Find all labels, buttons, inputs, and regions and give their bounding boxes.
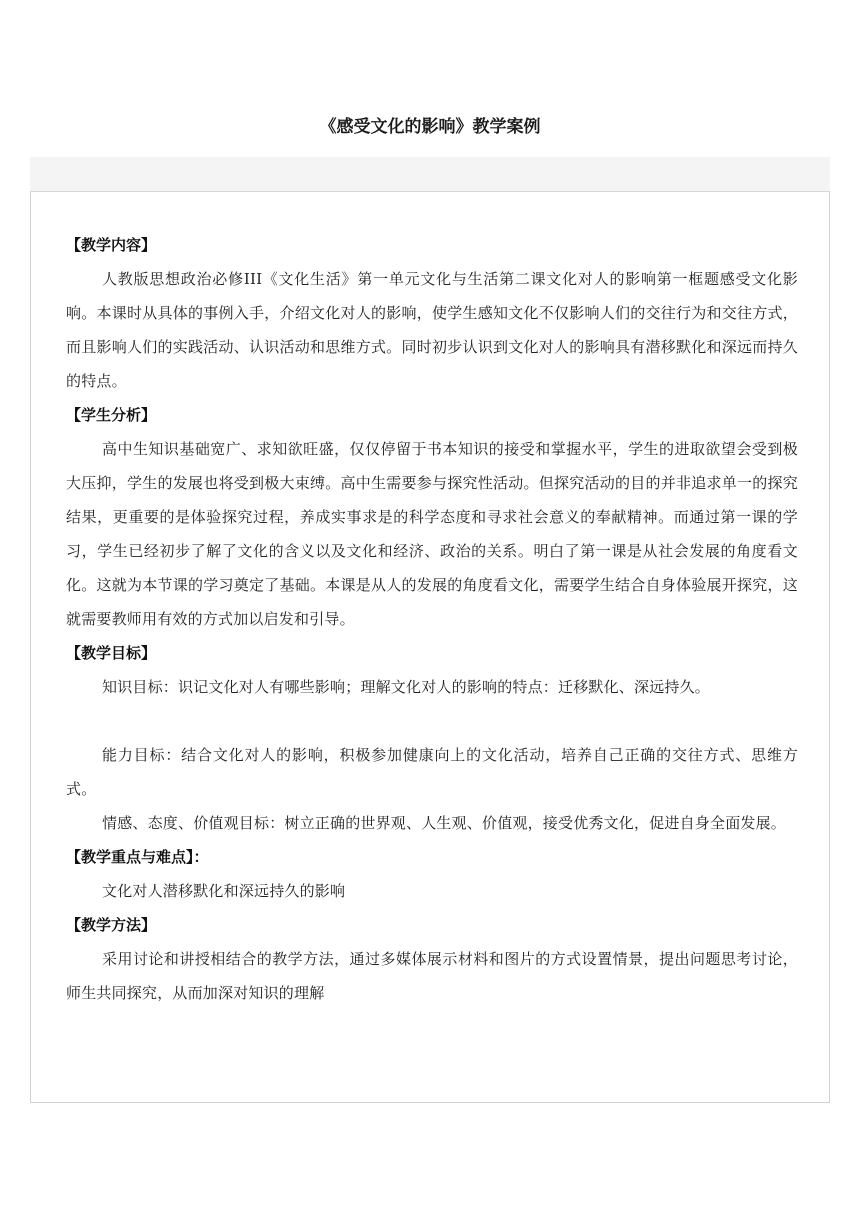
section-heading-teaching-objectives: 【教学目标】: [66, 644, 157, 662]
key-points-text: 文化对人潜移默化和深远持久的影响: [102, 882, 346, 900]
student-analysis-paragraph: 高中生知识基础宽广、求知欲旺盛，仅仅停留于书本知识的接受和掌握水平，学生的进取欲望会受到极大压抑，学生的发展也将受到极大束缚。高中生需要参与探究性活动。但探究活动的目的并非追求单一的探究结果，更重要的是体验探究过程，养成实事求是的科学态度和寻求社会意义的奉献精神。而通过第一课的学习，学生已经初步了解了文化的含义以及文化和经济、政治的关系。明白了第一课是从社会发展的角度看文化。这就为本节课的学习奠定了基础。本课是从人的发展的角度看文化，需要学生结合自身体验展开探究，这就需要教师用有效的方式加以启发和引导。: [66, 440, 798, 628]
blank-line: [66, 704, 798, 738]
objective-knowledge: 知识目标：识记文化对人有哪些影响；理解文化对人的影响的特点：迁移默化、深远持久。: [102, 678, 711, 696]
objective-emotion: 情感、态度、价值观目标：树立正确的世界观、人生观、价值观，接受优秀文化，促进自身全面发展。: [102, 814, 787, 832]
objective-ability: 能力目标：结合文化对人的影响，积极参加健康向上的文化活动，培养自己正确的交往方式、思维方式。: [66, 746, 798, 798]
section-heading-student-analysis: 【学生分析】: [66, 406, 157, 424]
section-heading-teaching-methods: 【教学方法】: [66, 916, 157, 934]
document-body: [66, 228, 798, 1010]
teaching-methods-text: 采用讨论和讲授相结合的教学方法，通过多媒体展示材料和图片的方式设置情景，提出问题思考讨论，师生共同探究，从而加深对知识的理解: [66, 950, 798, 1002]
header-band: [30, 157, 830, 192]
section-heading-key-points: 【教学重点与难点】：: [66, 848, 209, 866]
teaching-content-paragraph: 人教版思想政治必修III《文化生活》第一单元文化与生活第二课文化对人的影响第一框题感受文化影响。本课时从具体的事例入手，介绍文化对人的影响，使学生感知文化不仅影响人们的交往行为和交往方式，而且影响人们的实践活动、认识活动和思维方式。同时初步认识到文化对人的影响具有潜移默化和深远而持久的特点。: [66, 270, 798, 390]
document-title: 《感受文化的影响》教学案例: [319, 117, 541, 137]
section-heading-teaching-content: 【教学内容】: [66, 236, 157, 254]
